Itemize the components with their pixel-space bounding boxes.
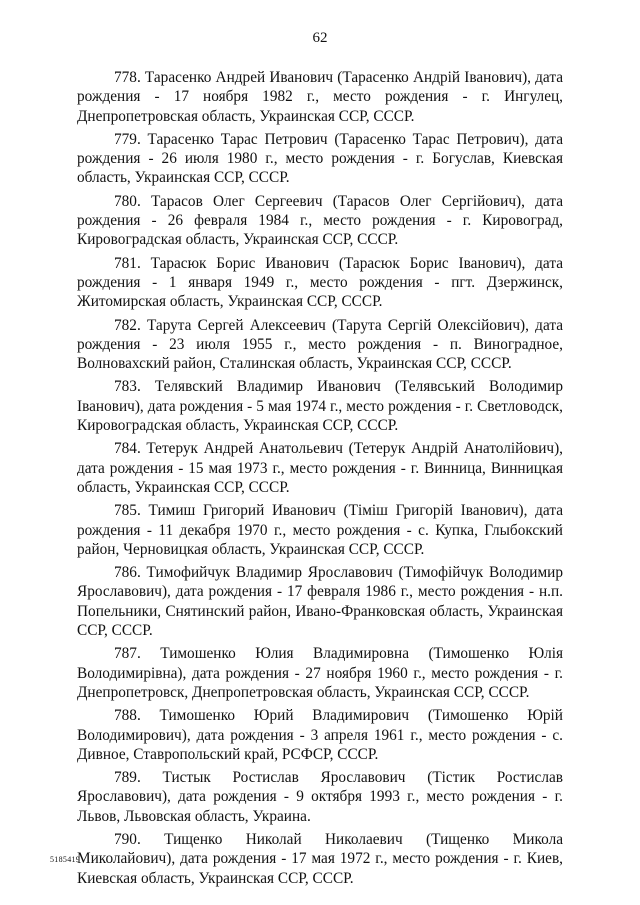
list-entry: 780. Тарасов Олег Сергеевич (Тарасов Олег Сергійович), дата рождения - 26 февраля 1984 г., место рождения - г. Кировоград, Кировоградская область, Украинская ССР, СССР. [77,192,563,249]
list-entry: 784. Тетерук Андрей Анатольевич (Тетерук Андрій Анатолійович), дата рождения - 15 мая 1973 г., место рождения - г. Винница, Винницкая область, Украинская ССР, СССР. [77,440,563,496]
list-entry: 779. Тарасенко Тарас Петрович (Тарасенко Тарас Петрович), дата рождения - 26 июля 1980 г., место рождения - г. Богуслав, Киевская область, Украинская ССР, СССР. [77,130,563,187]
page-number: 62 [312,30,328,46]
list-entry: 785. Тимиш Григорий Иванович (Тіміш Григорій Іванович), дата рождения - 11 декабря 1970 г., место рождения - с. Купка, Глыбокский район, Черновицкая область, Украинская ССР, СССР. [77,502,563,558]
entry-list [77,68,563,892]
list-entry: 788. Тимошенко Юрий Владимирович (Тимошенко Юрій Володимирович), дата рождения - 3 апреля 1961 г., место рождения - с. Дивное, Ставропольский край, РСФСР, СССР. [77,707,563,763]
list-entry: 787. Тимошенко Юлия Владимировна (Тимошенко Юлія Володимирівна), дата рождения - 27 ноября 1960 г., место рождения - г. Днепропетровск, Днепропетровская область, Украинская ССР, СССР. [77,645,563,701]
list-entry: 786. Тимофийчук Владимир Ярославович (Тимофійчук Володимир Ярославович), дата рождения - 17 февраля 1986 г., место рождения - н.п. Попельники, Снятинский район, Ивано-Франковская область, Украинская ССР, СССР. [77,564,563,640]
list-entry: 783. Телявский Владимир Иванович (Телявський Володимир Іванович), дата рождения - 5 мая 1974 г., место рождения - г. Светловодск, Кировоградская область, Украинская ССР, СССР. [77,378,563,435]
list-entry: 778. Тарасенко Андрей Иванович (Тарасенко Андрій Іванович), дата рождения - 17 ноября 1982 г., место рождения - г. Ингулец, Днепропетровская область, Украинская ССР, СССР. [77,69,563,125]
list-entry: 789. Тистык Ростислав Ярославович (Тістик Ростислав Ярославович), дата рождения - 9 октября 1993 г., место рождения - г. Львов, Львовская область, Украина. [77,769,563,825]
document-code: 5185419 [50,855,81,864]
list-entry: 790. Тищенко Николай Николаевич (Тищенко Микола Миколайович), дата рождения - 17 мая 1972 г., место рождения - г. Киев, Киевская область, Украинская ССР, СССР. [77,830,563,887]
list-entry: 782. Тарута Сергей Алексеевич (Тарута Сергій Олексійович), дата рождения - 23 июля 1955 г., место рождения - п. Виноградное, Волновахский район, Сталинская область, Украинская ССР, СССР. [77,316,563,373]
list-entry: 781. Тарасюк Борис Иванович (Тарасюк Борис Іванович), дата рождения - 1 января 1949 г., место рождения - пгт. Дзержинск, Житомирская область, Украинская ССР, СССР. [77,254,563,311]
